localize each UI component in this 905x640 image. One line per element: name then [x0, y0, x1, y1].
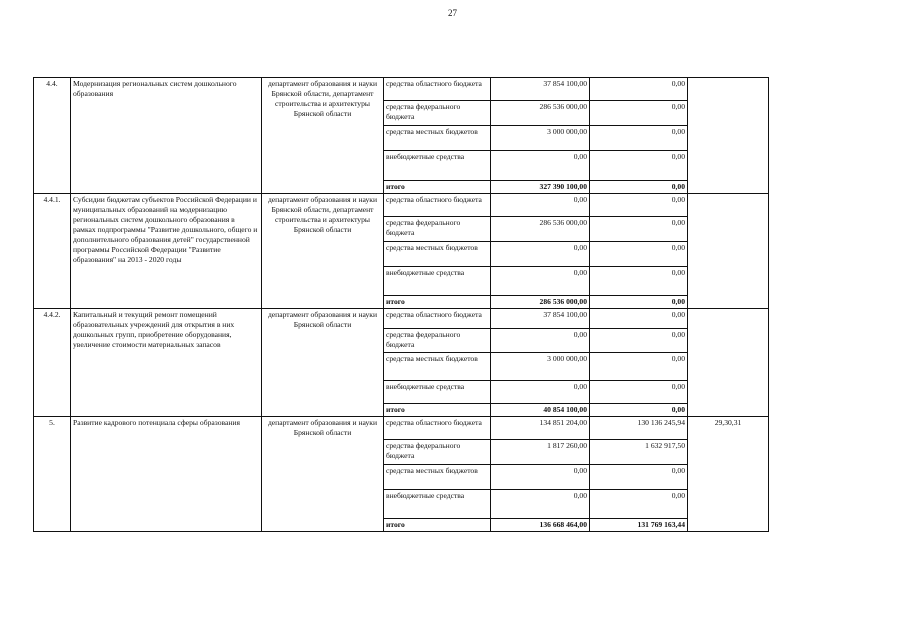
page-number: 27	[448, 8, 457, 18]
actual-amount: 130 136 245,94	[590, 417, 688, 440]
planned-amount: 40 854 100,00	[491, 404, 590, 417]
responsible-executor: департамент образования и науки Брянской области	[262, 417, 384, 532]
actual-amount: 0,00	[590, 296, 688, 309]
planned-amount: 327 390 100,00	[491, 181, 590, 194]
planned-amount: 0,00	[491, 329, 590, 353]
planned-amount: 3 000 000,00	[491, 126, 590, 151]
planned-amount: 0,00	[491, 465, 590, 490]
planned-amount: 134 851 204,00	[491, 417, 590, 440]
actual-amount: 0,00	[590, 381, 688, 404]
funding-row	[34, 309, 769, 329]
target-indicators: 29,30,31	[688, 417, 769, 532]
actual-amount: 0,00	[590, 242, 688, 267]
actual-amount: 0,00	[590, 181, 688, 194]
actual-amount: 0,00	[590, 78, 688, 101]
section-name: Капитальный и текущий ремонт помещений образовательных учреждений для открытия в них дошкольных групп, приобретение оборудования, увеличение стоимости материальных запасов	[71, 309, 262, 417]
funding-source: средства местных бюджетов	[384, 465, 491, 490]
funding-source: средства областного бюджета	[384, 309, 491, 329]
planned-amount: 0,00	[491, 267, 590, 296]
planned-amount: 3 000 000,00	[491, 353, 590, 381]
planned-amount: 1 817 260,00	[491, 440, 590, 465]
funding-source: итого	[384, 296, 491, 309]
funding-source: внебюджетные средства	[384, 381, 491, 404]
planned-amount: 286 536 000,00	[491, 217, 590, 242]
planned-amount: 0,00	[491, 151, 590, 181]
funding-source: средства местных бюджетов	[384, 353, 491, 381]
actual-amount: 0,00	[590, 217, 688, 242]
planned-amount: 136 668 464,00	[491, 519, 590, 532]
funding-source: внебюджетные средства	[384, 267, 491, 296]
section-number: 5.	[34, 417, 71, 532]
planned-amount: 37 854 100,00	[491, 309, 590, 329]
responsible-executor: департамент образования и науки Брянской области, департамент строительства и архитектуры Брянской области	[262, 194, 384, 309]
funding-source: средства областного бюджета	[384, 194, 491, 217]
funding-source: средства федерального бюджета	[384, 101, 491, 126]
funding-source: средства федерального бюджета	[384, 217, 491, 242]
funding-row	[34, 417, 769, 440]
actual-amount: 0,00	[590, 490, 688, 519]
actual-amount: 0,00	[590, 101, 688, 126]
responsible-executor: департамент образования и науки Брянской области, департамент строительства и архитектуры Брянской области	[262, 78, 384, 194]
target-indicators	[688, 194, 769, 309]
planned-amount: 37 854 100,00	[491, 78, 590, 101]
section-name: Модернизация региональных систем дошкольного образования	[71, 78, 262, 194]
actual-amount: 0,00	[590, 404, 688, 417]
responsible-executor: департамент образования и науки Брянской области	[262, 309, 384, 417]
target-indicators	[688, 78, 769, 194]
funding-source: итого	[384, 519, 491, 532]
actual-amount: 0,00	[590, 465, 688, 490]
funding-row	[34, 194, 769, 217]
funding-source: внебюджетные средства	[384, 490, 491, 519]
section-number: 4.4.1.	[34, 194, 71, 309]
actual-amount: 0,00	[590, 267, 688, 296]
funding-source: внебюджетные средства	[384, 151, 491, 181]
actual-amount: 0,00	[590, 329, 688, 353]
funding-table	[33, 77, 769, 532]
actual-amount: 0,00	[590, 353, 688, 381]
section-name: Субсидии бюджетам субъектов Российской Федерации и муниципальных образований на модернизацию региональных систем дошкольного образования в рамках подпрограммы "Развитие дошкольного, общего и дополнительного образования детей" государственной программы Российской Федерации "Развитие образования" на 2013 - 2020 годы	[71, 194, 262, 309]
planned-amount: 286 536 000,00	[491, 101, 590, 126]
actual-amount: 0,00	[590, 309, 688, 329]
planned-amount: 0,00	[491, 490, 590, 519]
planned-amount: 0,00	[491, 242, 590, 267]
planned-amount: 286 536 000,00	[491, 296, 590, 309]
actual-amount: 0,00	[590, 151, 688, 181]
actual-amount: 131 769 163,44	[590, 519, 688, 532]
funding-source: средства областного бюджета	[384, 417, 491, 440]
planned-amount: 0,00	[491, 381, 590, 404]
funding-source: средства местных бюджетов	[384, 242, 491, 267]
target-indicators	[688, 309, 769, 417]
funding-row	[34, 78, 769, 101]
funding-source: средства областного бюджета	[384, 78, 491, 101]
section-number: 4.4.	[34, 78, 71, 194]
section-number: 4.4.2.	[34, 309, 71, 417]
funding-source: средства федерального бюджета	[384, 440, 491, 465]
funding-source: итого	[384, 181, 491, 194]
actual-amount: 1 632 917,50	[590, 440, 688, 465]
section-name: Развитие кадрового потенциала сферы образования	[71, 417, 262, 532]
funding-source: средства местных бюджетов	[384, 126, 491, 151]
funding-source: средства федерального бюджета	[384, 329, 491, 353]
actual-amount: 0,00	[590, 194, 688, 217]
actual-amount: 0,00	[590, 126, 688, 151]
planned-amount: 0,00	[491, 194, 590, 217]
funding-source: итого	[384, 404, 491, 417]
